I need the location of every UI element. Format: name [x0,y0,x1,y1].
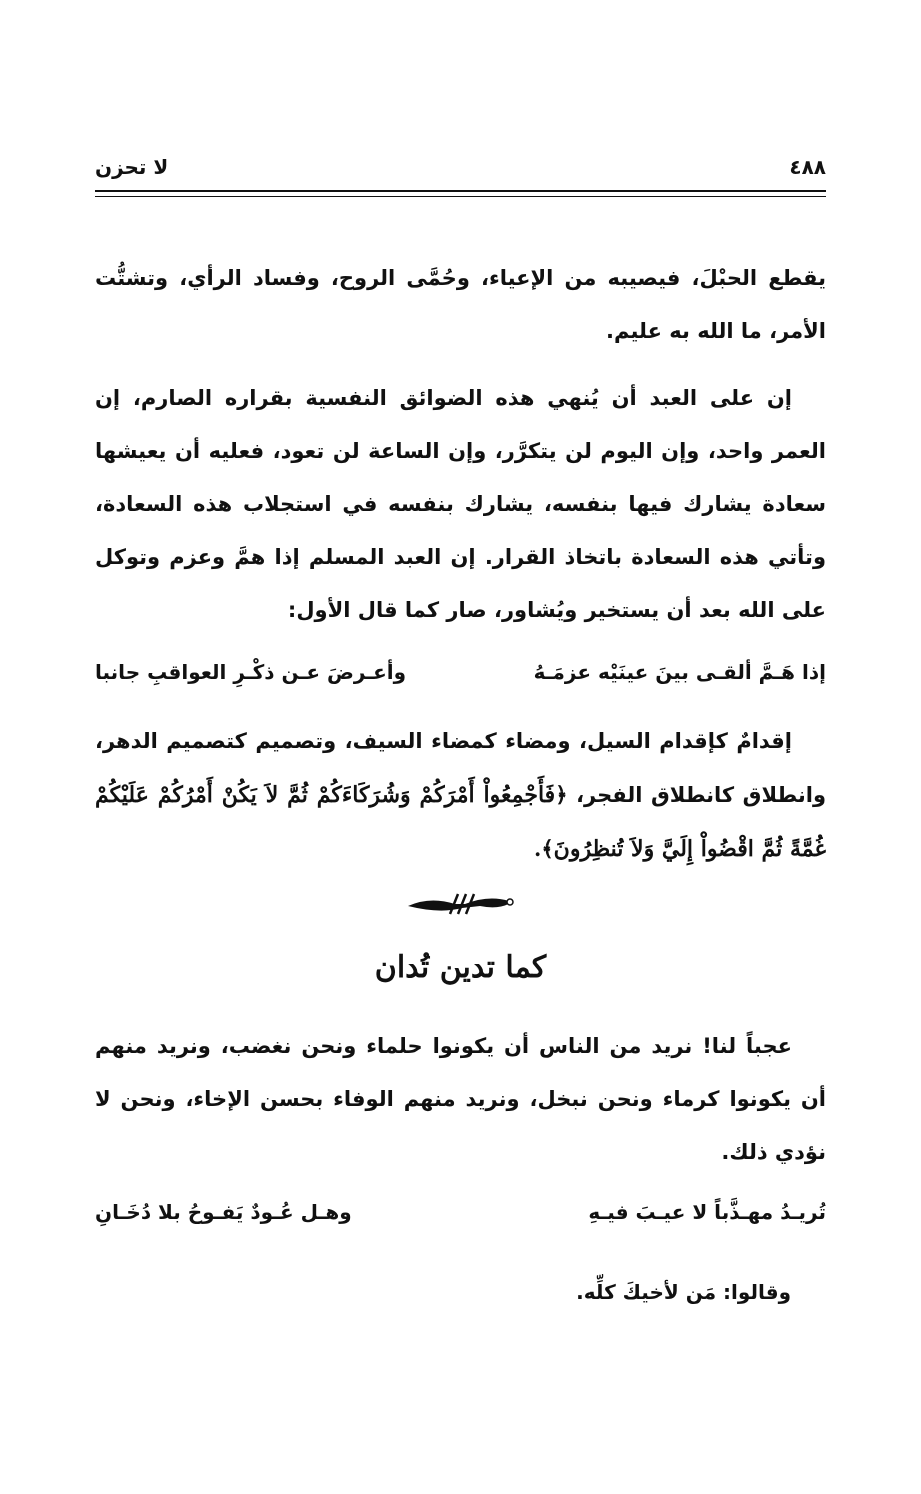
running-head [95,155,826,185]
page-number: ٤٨٨ [789,155,826,179]
quran-open-bracket: ﴿ [555,782,568,807]
header-rule-thin [95,196,826,197]
section-divider-ornament-icon [400,890,520,918]
verse-2 [95,1200,826,1240]
verse-1-first-hemistich: إذا هَـمَّ ألقـى بينَ عينَيْه عزمَـهُ [533,660,826,684]
book-title: لا تحزن [95,155,169,179]
paragraph-2 [95,372,826,637]
paragraph-2-text: إن على العبد أن يُنهي هذه الضوائق النفسية بقراره الصارم، إن العمر واحد، وإن اليوم لن يتكرَّر، وإن الساعة لن تعود، فعليه أن يعيشها سعادة يشارك فيها بنفسه، يشارك بنفسه في استجلاب هذه السعادة، وتأتي هذه السعادة باتخاذ القرار. إن العبد المسلم إذا همَّ وعزم وتوكل على الله بعد أن يستخير ويُشاور، صار كما قال الأول: [95,386,826,622]
verse-1 [95,660,826,700]
closing-line: وقالوا: مَن لأخيكَ كلِّه. [576,1280,791,1304]
verse-1-second-hemistich: وأعـرضَ عـن ذكْـرِ العواقبِ جانبا [95,660,407,684]
paragraph-3-text [95,715,826,876]
quran-verse: فَأَجْمِعُواْ أَمْرَكُمْ وَشُرَكَاءَكُمْ ثُمَّ لاَ يَكُنْ أَمْرُكُمْ عَلَيْكُمْ غُمَّةً ثُمَّ اقْضُواْ إِلَيَّ وَلاَ تُنظِرُونَ [95,782,826,862]
paragraph-4 [95,1020,826,1179]
paragraph-3 [95,715,826,876]
section-title: كما تدين تُدان [374,950,547,985]
paragraph-3-prose: إقدامٌ كإقدام السيل، ومضاء كمضاء السيف، وتصميم كتصميم الدهر، وانطلاق كانطلاق الفجر، [95,729,826,807]
verse-2-second-hemistich: وهـل عُـودٌ يَفـوحُ بلا دُخَـانِ [95,1200,352,1224]
verse-2-first-hemistich: تُريـدُ مهـذَّباً لا عيـبَ فيـهِ [588,1200,826,1224]
paragraph-1 [95,252,826,358]
paragraph-1-text: يقطع الحبْلَ، فيصيبه من الإعياء، وحُمَّى الروح، وفساد الرأي، وتشتُّت الأمر، ما الله به عليم. [95,266,826,343]
quran-close-bracket: ﴾. [534,836,554,861]
header-rule-thick [95,190,826,192]
paragraph-4-text: عجباً لنا! نريد من الناس أن يكونوا حلماء ونحن نغضب، ونريد منهم أن يكونوا كرماء ونحن نبخل، ونريد منهم الوفاء بحسن الإخاء، ونحن لا نؤدي ذلك. [95,1034,826,1164]
